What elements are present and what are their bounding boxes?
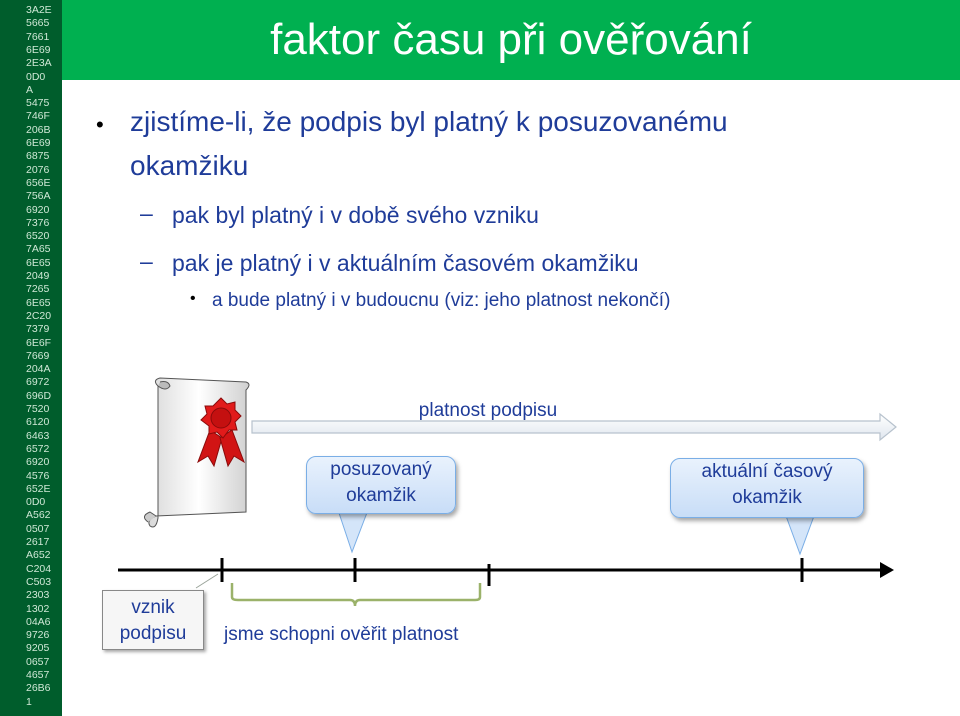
- sidebar-code: 756A: [26, 190, 51, 203]
- sidebar-code: 2076: [26, 163, 50, 176]
- sidebar-code: 6920: [26, 456, 50, 469]
- sidebar-code: 9205: [26, 642, 50, 655]
- bullet-dot: •: [96, 112, 104, 137]
- sidebar-code: 656E: [26, 176, 51, 189]
- sidebar-code: 6E65: [26, 256, 51, 269]
- sidebar-code: 1302: [26, 602, 50, 615]
- sidebar-code: 6875: [26, 150, 50, 163]
- sidebar-code: 6120: [26, 416, 50, 429]
- sidebar-code: 7669: [26, 349, 50, 362]
- validity-arrow: [252, 414, 896, 440]
- callout-current-tail: [786, 516, 814, 554]
- sidebar-code: 6E6F: [26, 336, 52, 349]
- sidebar-code: A652: [26, 549, 51, 562]
- sidebar-code: 6520: [26, 230, 50, 243]
- callout-current-line1: aktuální časový: [701, 461, 833, 482]
- verify-range-brace: [232, 583, 480, 606]
- callout-assessed-line1: posuzovaný: [330, 459, 432, 480]
- callout-assessed-moment: [306, 456, 456, 514]
- creation-connector: [196, 574, 218, 588]
- sidebar-code: 7661: [26, 30, 50, 43]
- dash-2: –: [140, 248, 153, 274]
- sidebar-code: 26B6: [26, 682, 51, 695]
- validity-label: platnost podpisu: [418, 400, 558, 421]
- sidebar-code: 7379: [26, 323, 50, 336]
- sidebar-code: 0507: [26, 522, 50, 535]
- sidebar-code: 7520: [26, 403, 50, 415]
- sidebar-code: 04A6: [26, 615, 51, 628]
- sidebar-code: 6972: [26, 376, 50, 389]
- sidebar-code: 6E69: [26, 137, 51, 149]
- sidebar-code: 5475: [26, 97, 50, 110]
- sidebar-code: 4576: [26, 469, 50, 482]
- sidebar-code: 746F: [26, 110, 50, 123]
- sidebar-code: 2303: [26, 589, 50, 602]
- sidebar-code: 696D: [26, 389, 52, 402]
- sidebar-code: 204A: [26, 363, 51, 376]
- sidebar-code: C204: [26, 562, 52, 575]
- timeline-axis: [118, 558, 894, 586]
- sidebar-code: 7A65: [26, 243, 51, 256]
- slide-title: faktor času při ověřování: [270, 15, 752, 64]
- sidebar-code: 6463: [26, 429, 50, 442]
- sidebar-code: 0657: [26, 655, 50, 668]
- callout-assessed-line2: okamžik: [346, 485, 416, 506]
- sidebar-code: 7265: [26, 283, 50, 296]
- sidebar-code: 2617: [26, 536, 50, 548]
- sidebar-code: 7376: [26, 216, 50, 229]
- sidebar-code: 9726: [26, 629, 50, 642]
- sub-sub-bullet-1: a bude platný i v budoucnu (viz: jeho platnost nekončí): [212, 290, 671, 311]
- sidebar-code: 6E69: [26, 43, 51, 56]
- callout-current-line2: okamžik: [732, 487, 802, 508]
- sub-sub-bullet-dot: •: [190, 290, 196, 307]
- sidebar-code: 2E3A: [26, 57, 52, 70]
- bullet-text-1: zjistíme-li, že podpis byl platný k posuzovanému: [130, 106, 728, 137]
- sidebar-code: 652E: [26, 482, 51, 495]
- creation-box: [102, 590, 204, 650]
- dash-1: –: [140, 200, 153, 226]
- sidebar-code: 2049: [26, 270, 50, 282]
- sub-bullet-2: pak je platný i v aktuálním časovém okamžiku: [172, 250, 639, 276]
- sidebar-code: A562: [26, 509, 51, 522]
- sidebar-code: 5665: [26, 17, 50, 30]
- sidebar-code: 206B: [26, 123, 51, 136]
- callout-current-moment: [670, 458, 864, 518]
- sidebar-code: 6572: [26, 442, 50, 455]
- callout-assessed-tail: [338, 510, 368, 552]
- sidebar-code: 0D0: [26, 70, 46, 83]
- sidebar-code: A: [26, 83, 34, 96]
- sidebar-code: 0D0: [26, 496, 46, 509]
- creation-line2: podpisu: [119, 623, 187, 644]
- sub-bullet-1: pak byl platný i v době svého vzniku: [172, 202, 539, 228]
- sidebar-code: 2C20: [26, 309, 52, 322]
- sidebar-code: C503: [26, 575, 52, 588]
- sidebar-code: 3A2E: [26, 4, 52, 16]
- bullet-text-1-cont: okamžiku: [130, 150, 249, 181]
- sidebar-code: 4657: [26, 669, 50, 681]
- creation-line1: vznik: [131, 597, 175, 618]
- sidebar-code: 6E65: [26, 296, 51, 309]
- verify-range-label: jsme schopni ověřit platnost: [224, 624, 459, 645]
- sidebar-code: 1: [26, 695, 32, 708]
- sidebar-code: 6920: [26, 203, 50, 216]
